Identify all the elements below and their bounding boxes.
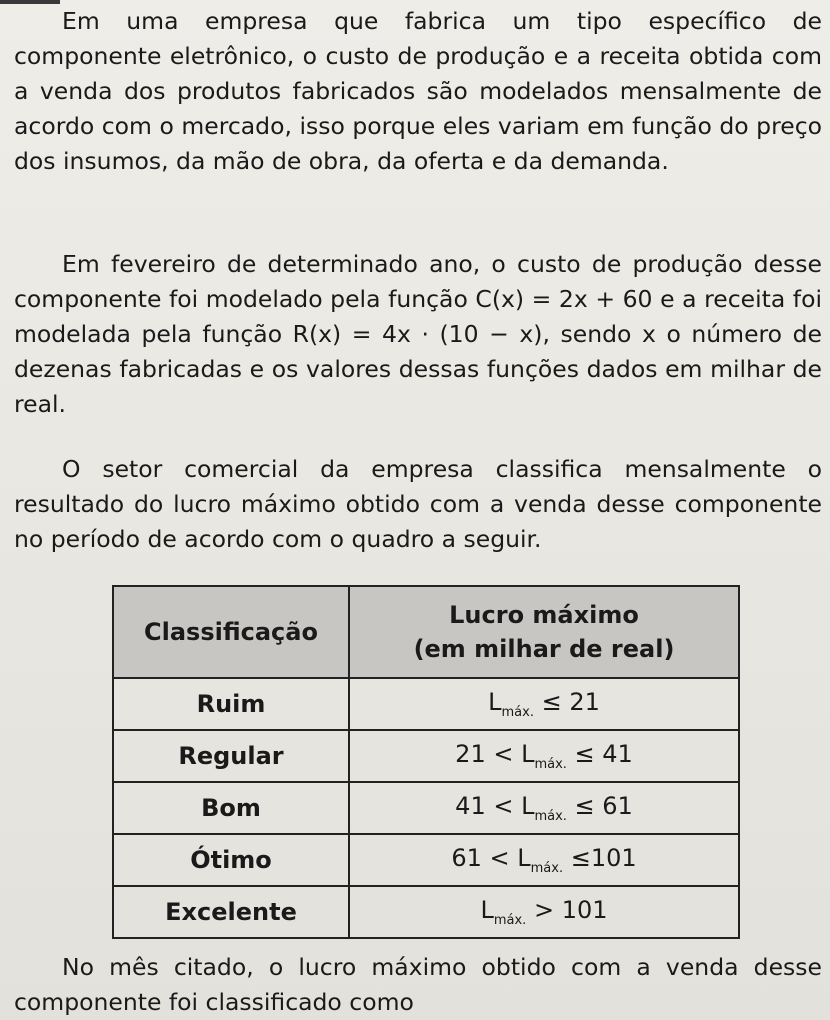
row-label: Excelente	[113, 886, 349, 938]
row-range: $41 < L_{máx.} \le 61$	[349, 782, 739, 834]
paragraph-question: No mês citado, o lucro máximo obtido com a venda desse componente foi classificado como	[14, 953, 822, 1016]
table-row	[113, 886, 739, 938]
classification-table	[112, 585, 740, 939]
row-label: Regular	[113, 730, 349, 782]
paragraph-functions-part-a: Em fevereiro de determinado ano, o custo de produção desse componente foi modelado pela função	[14, 250, 822, 313]
row-label: Bom	[113, 782, 349, 834]
row-range: $21 < L_{máx.} \le 41$	[349, 730, 739, 782]
paragraph-functions-part-c: sendo x o número de dezenas fabricadas e os valores dessas funções dados em milhar de real.	[14, 320, 822, 418]
header-max-profit	[349, 586, 739, 678]
header-max-profit-line2: (em milhar de real)	[413, 635, 675, 663]
table-row	[113, 678, 739, 730]
row-range: $61 < L_{máx.} \le 101$	[349, 834, 739, 886]
header-classification: Classificação	[113, 586, 349, 678]
paragraph-classification: O setor comercial da empresa classifica mensalmente o resultado do lucro máximo obtido com a venda desse componente no período de acordo com o quadro a seguir.	[14, 455, 822, 553]
row-label: Ótimo	[113, 834, 349, 886]
cost-function: C(x) = 2x + 60	[475, 285, 653, 313]
row-range: $L_{máx.} \le 21$	[349, 678, 739, 730]
table-header-row	[113, 586, 739, 678]
row-range: $L_{máx.} > 101$	[349, 886, 739, 938]
paragraph-functions-part-b: e a receita foi modelada pela função	[14, 285, 822, 348]
header-max-profit-line1: Lucro máximo	[449, 601, 639, 629]
table-row	[113, 730, 739, 782]
row-label: Ruim	[113, 678, 349, 730]
paragraph-functions	[14, 247, 822, 422]
paragraph-intro: Em uma empresa que fabrica um tipo específico de componente eletrônico, o custo de produção e a receita obtida com a venda dos produtos fabricados são modelados mensalmente de acordo com o mercado, isso porque eles variam em função do preço dos insumos, da mão de obra, da oferta e da demanda.	[14, 7, 822, 175]
revenue-function: R(x) = 4x · (10 − x),	[292, 320, 550, 348]
table-row	[113, 782, 739, 834]
table-row	[113, 834, 739, 886]
